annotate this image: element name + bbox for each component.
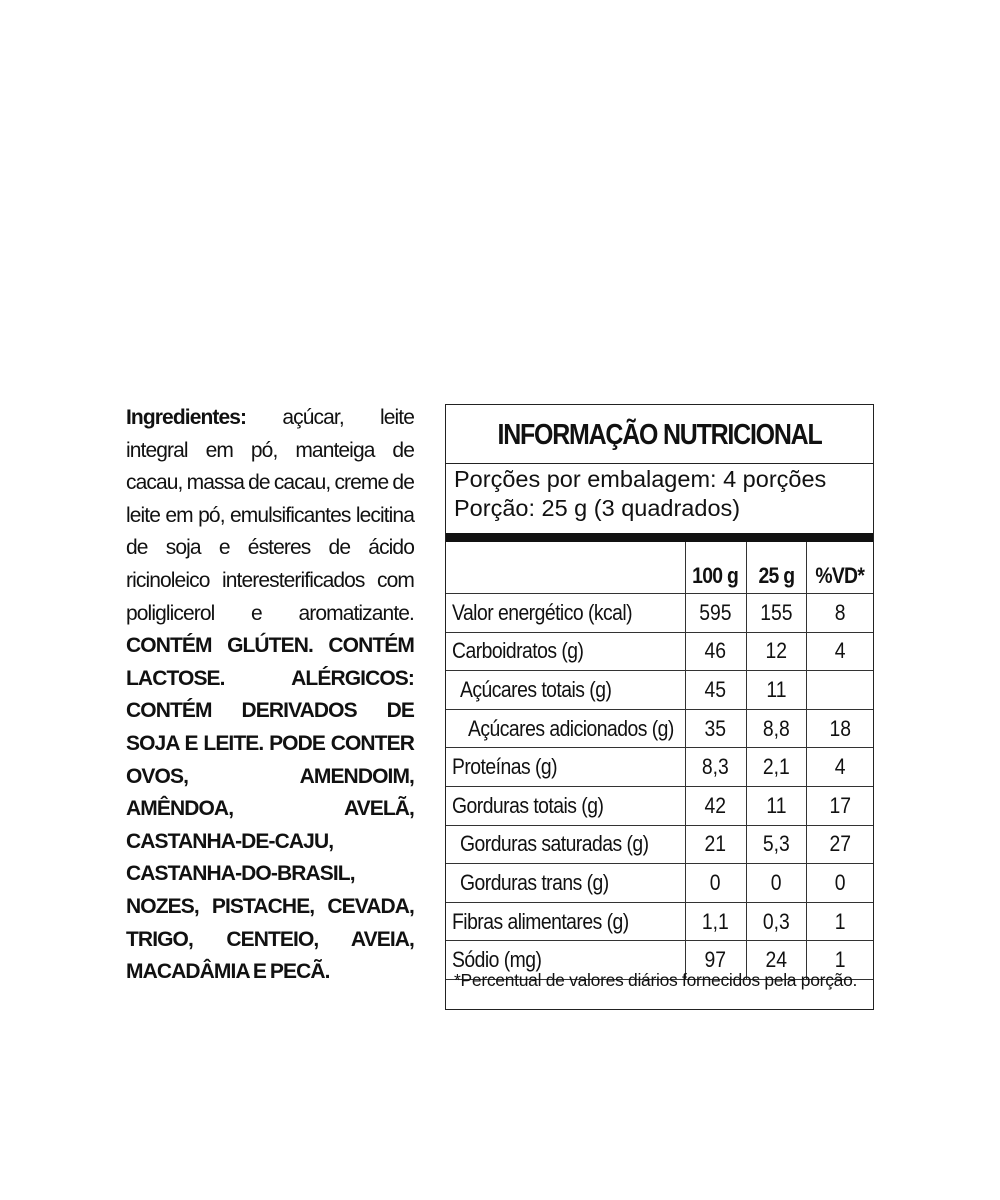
value-100g: 595 bbox=[685, 594, 746, 633]
value-100g: 21 bbox=[685, 825, 746, 864]
value-vd: 8 bbox=[806, 594, 873, 633]
value-vd: 17 bbox=[806, 786, 873, 825]
table-header-row bbox=[446, 542, 873, 594]
value-vd: 4 bbox=[806, 632, 873, 671]
value-25g: 11 bbox=[746, 786, 806, 825]
value-25g: 11 bbox=[746, 671, 806, 710]
table-row bbox=[446, 902, 873, 941]
title-divider bbox=[446, 463, 873, 464]
column-header-vd: %VD* bbox=[806, 542, 873, 594]
servings-per-package: Porções por embalagem: 4 porções bbox=[454, 466, 827, 492]
value-25g: 2,1 bbox=[746, 748, 806, 787]
value-vd: 1 bbox=[806, 902, 873, 941]
servings-info bbox=[454, 465, 826, 523]
column-header-25g: 25 g bbox=[746, 542, 806, 594]
nutrient-name: Açúcares adicionados (g) bbox=[446, 709, 685, 748]
value-vd: 4 bbox=[806, 748, 873, 787]
ingredients-label: Ingredientes: bbox=[126, 406, 247, 429]
nutrient-name: Sódio (mg) bbox=[446, 941, 685, 980]
value-100g: 0 bbox=[685, 864, 746, 903]
value-25g: 24 bbox=[746, 941, 806, 980]
column-header-100g: 100 g bbox=[685, 542, 746, 594]
value-100g: 1,1 bbox=[685, 902, 746, 941]
nutrient-name: Valor energético (kcal) bbox=[446, 594, 685, 633]
column-header-name bbox=[446, 542, 685, 594]
ingredients-text: açúcar, leite integral em pó, manteiga de cacau, massa de cacau, creme de leite em pó, emulsificantes lecitina de soja e ésteres de ácido ricinoleico interesterificados com poliglicerol e aromatizante. bbox=[126, 406, 414, 625]
thick-divider bbox=[446, 533, 873, 542]
nutrition-title: INFORMAÇÃO NUTRICIONAL bbox=[497, 419, 822, 451]
value-25g: 5,3 bbox=[746, 825, 806, 864]
value-100g: 45 bbox=[685, 671, 746, 710]
value-vd bbox=[806, 671, 873, 710]
nutrient-name: Gorduras saturadas (g) bbox=[446, 825, 685, 864]
nutrient-name: Fibras alimentares (g) bbox=[446, 902, 685, 941]
value-vd: 18 bbox=[806, 709, 873, 748]
nutrition-table bbox=[446, 542, 873, 980]
nutrient-name: Proteínas (g) bbox=[446, 748, 685, 787]
ingredients-paragraph bbox=[126, 402, 414, 989]
table-row bbox=[446, 825, 873, 864]
table-row bbox=[446, 632, 873, 671]
value-25g: 0,3 bbox=[746, 902, 806, 941]
value-25g: 155 bbox=[746, 594, 806, 633]
table-row bbox=[446, 786, 873, 825]
table-row bbox=[446, 594, 873, 633]
value-25g: 0 bbox=[746, 864, 806, 903]
value-100g: 8,3 bbox=[685, 748, 746, 787]
table-row bbox=[446, 864, 873, 903]
value-vd: 0 bbox=[806, 864, 873, 903]
value-vd: 27 bbox=[806, 825, 873, 864]
allergen-warning: CONTÉM GLÚTEN. CONTÉM LACTOSE. ALÉRGICOS: CONTÉM DERIVADOS DE SOJA E LEITE. PODE CONTER OVOS, AMENDOIM, AMÊNDOA, AVELÃ, CASTANHA-DE-CAJU, CASTANHA-DO-BRASIL, NOZES, PISTACHE, CEVADA, TRIGO, CENTEIO, AVEIA, MACADÂMIA E PECÃ. bbox=[126, 634, 414, 984]
table-row bbox=[446, 709, 873, 748]
value-vd: 1 bbox=[806, 941, 873, 980]
value-100g: 97 bbox=[685, 941, 746, 980]
table-row bbox=[446, 671, 873, 710]
value-100g: 42 bbox=[685, 786, 746, 825]
nutrient-name: Açúcares totais (g) bbox=[446, 671, 685, 710]
value-100g: 35 bbox=[685, 709, 746, 748]
nutrient-name: Carboidratos (g) bbox=[446, 632, 685, 671]
value-100g: 46 bbox=[685, 632, 746, 671]
value-25g: 12 bbox=[746, 632, 806, 671]
daily-value-footnote: *Percentual de valores diários fornecidos pela porção. bbox=[454, 970, 858, 990]
value-25g: 8,8 bbox=[746, 709, 806, 748]
serving-size: Porção: 25 g (3 quadrados) bbox=[454, 495, 741, 521]
nutrient-name: Gorduras trans (g) bbox=[446, 864, 685, 903]
table-row bbox=[446, 748, 873, 787]
nutrition-facts-panel bbox=[445, 404, 874, 1010]
nutrient-name: Gorduras totais (g) bbox=[446, 786, 685, 825]
